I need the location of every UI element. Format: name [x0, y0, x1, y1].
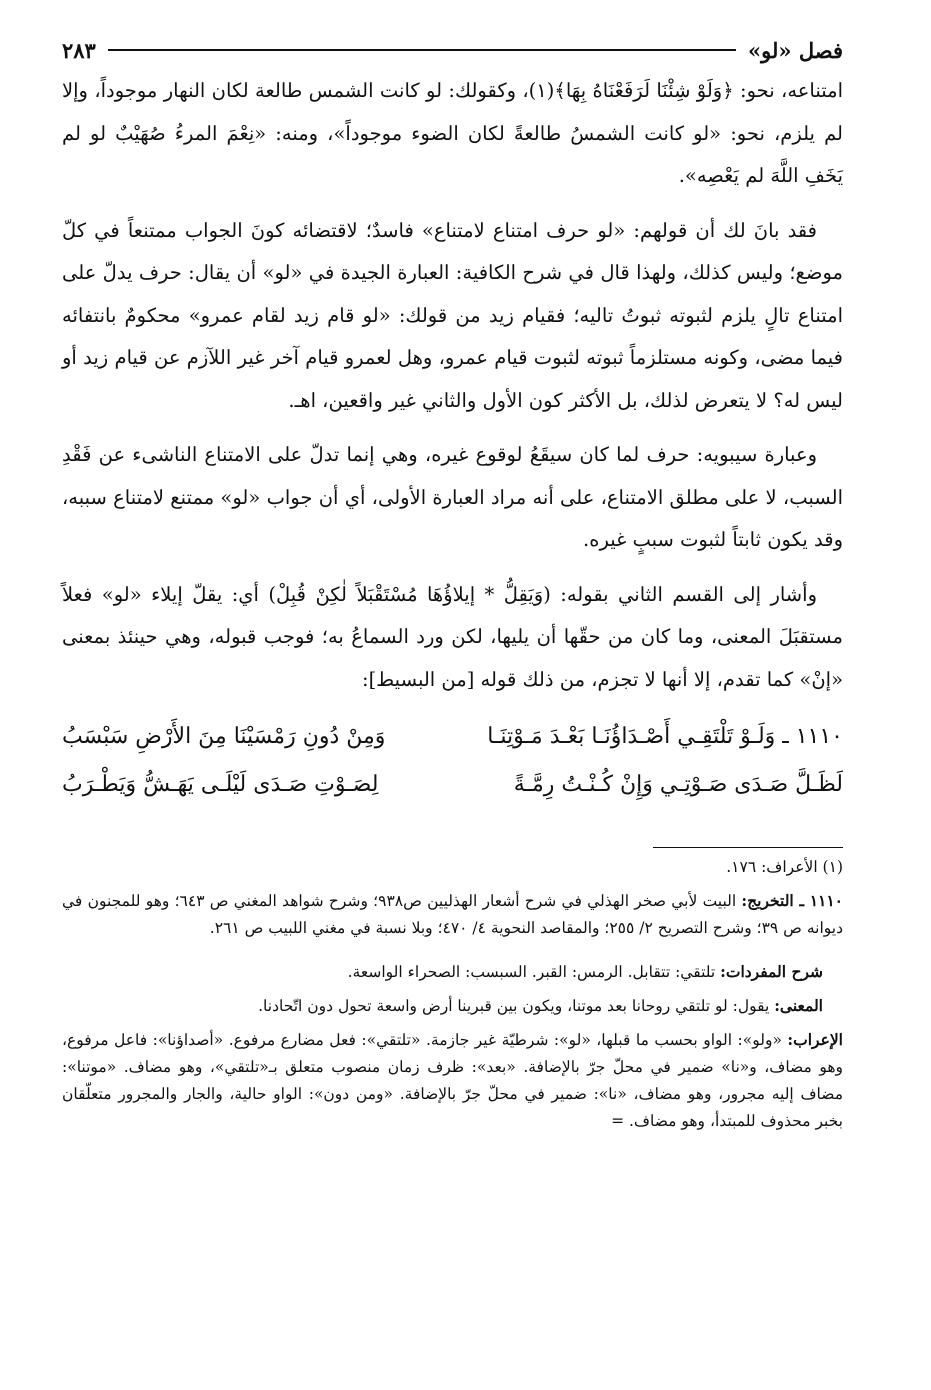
mufradat-note: [62, 958, 843, 986]
verse-1-first-hemistich: ١١١٠ ـ وَلَـوْ تَلْتَقِـي أَصْـدَاؤُنَـا بَعْـدَ مَـوْتِنَـا: [487, 724, 843, 749]
paragraph-4: وأشار إلى القسم الثاني بقوله: (وَيَقِلُّ * إيلاؤُهَا مُسْتَقْبَلاً لٰكِنْ قُبِلْ) أي: يقلّ إيلاء «لو» فعلاً مستقبَلَ المعنى، وما كان من حقّها أن يليها، لكن ورد السماعُ به؛ فوجب قبوله، وهي حينئذ بمعنى «إنْ» كما تقدم، إلا أنها لا تجزم، من ذلك قوله [من البسيط]:: [62, 582, 843, 691]
irab-label: الإعراب:: [787, 1030, 843, 1049]
footnotes: [62, 854, 843, 1135]
verse-1-second-hemistich: وَمِنْ دُونِ رَمْسَيْنَا مِنَ الأَرْضِ سَبْسَبُ: [62, 724, 386, 749]
paragraph-3: وعبارة سيبويه: حرف لما كان سيقَعُ لوقوع غيره، وهي إنما تدلّ على الامتناع الناشىء عن فَقْدِ السبب، لا على مطلق الامتناع، على أنه مراد العبارة الأولى، أي أن جواب «لو» ممتنع لامتناع سببه، وقد يكون ثابتاً لثبوت سببٍ غيره.: [62, 443, 843, 551]
main-text: [62, 70, 843, 701]
verse-2-second-hemistich: لِصَـوْتِ صَـدَى لَيْلَـى يَهَـشُّ وَيَطْـرَبُ: [62, 772, 379, 797]
verse-2-first-hemistich: لَظَـلَّ صَـدَى صَـوْتِـي وَإِنْ كُـنْـتُ رِمَّـةً: [513, 772, 843, 797]
maana-label: المعنى:: [774, 996, 823, 1015]
takhrij-label: ١١١٠ ـ التخريج:: [741, 891, 844, 910]
page-header: [62, 30, 843, 70]
poem-verse: [62, 713, 843, 809]
paragraph-2: فقد بانَ لك أن قولهم: «لو حرف امتناع لامتناع» فاسدٌ؛ لاقتضائه كونَ الجواب ممتنعاً في كلّ موضع؛ وليس كذلك، ولهذا قال في شرح الكافية: العبارة الجيدة في «لو» أن يقال: حرف يدلّ على امتناع تالٍ يلزم لثبوته ثبوتُ تاليه؛ فقيام زيد من قولك: «لو قام زيد لقام عمرو» محكومٌ بانتفائه فيما مضى، وكونه مستلزماً ثبوته لثبوت قيام عمرو، وهل لعمرو قيام آخر غير اللآزم عن قيام زيد أو ليس له؟ لا يتعرض لذلك، بل الأكثر كون الأول والثاني غير واقعين، اهـ.: [62, 218, 843, 412]
header-rule: [108, 49, 736, 51]
verse-line-1: [62, 713, 843, 761]
page-number: ٢٨٣: [62, 37, 96, 63]
takhrij-text: البيت لأبي صخر الهذلي في شرح أشعار الهذليين ص٩٣٨؛ وشرح شواهد المغني ص ٦٤٣؛ وهو للمجنون في ديوانه ص ٣٩؛ وشرح التصريح ٢/ ٢٥٥؛ والمقاصد النحوية ٤/ ٤٧٠؛ وبلا نسبة في مغني اللبيب ص ٢٦١.: [62, 892, 843, 937]
maana-note: [62, 992, 843, 1020]
irab-note: [62, 1026, 843, 1135]
chapter-title: فصل «لو»: [748, 37, 843, 63]
paragraph-1: امتناعه، نحو: ﴿وَلَوْ شِئْنَا لَرَفَعْنَاهُ بِهَا﴾(١)، وكقولك: لو كانت الشمس طالعة لكان النهار موجوداً، وإلا لم يلزم، نحو: «لو كانت الشمسُ طالعةً لكان الضوء موجوداً»، ومنه: «نِعْمَ المرءُ صُهَيْبٌ لو لم يَخَفِ اللَّهَ لم يَعْصِه».: [62, 79, 843, 187]
verse-line-2: [62, 761, 843, 809]
mufradat-label: شرح المفردات:: [720, 962, 823, 981]
irab-text: «ولو»: الواو بحسب ما قبلها، «لو»: شرطيّة غير جازمة. «تلتقي»: فعل مضارع مرفوع. «أصداؤنا»: فاعل مرفوع، وهو مضاف، و«نا» ضمير في محلّ جرّ بالإضافة. «بعد»: ظرف زمان منصوب متعلق بـ«تلتقي»، وهو مضاف. «موتنا»: مضاف إليه مجرور، وهو مضاف، «نا»: ضمير في محلّ جرّ بالإضافة. «ومن دون»: الواو حالية، والجار والمجرور متعلّقان بخبر محذوف للمبتدأ، وهو مضاف. =: [62, 1031, 843, 1130]
takhrij-note: [62, 887, 843, 942]
footnote-divider: [653, 847, 843, 848]
maana-text: يقول: لو تلتقي روحانا بعد موتنا، ويكون بين قبرينا أرض واسعة تحول دون اتّحادنا.: [258, 997, 770, 1015]
footnote-1: (١) الأعراف: ١٧٦.: [726, 858, 843, 876]
book-page: [62, 30, 843, 1141]
mufradat-text: تلتقي: تتقابل. الرمس: القبر. السبسب: الصحراء الواسعة.: [347, 963, 716, 981]
